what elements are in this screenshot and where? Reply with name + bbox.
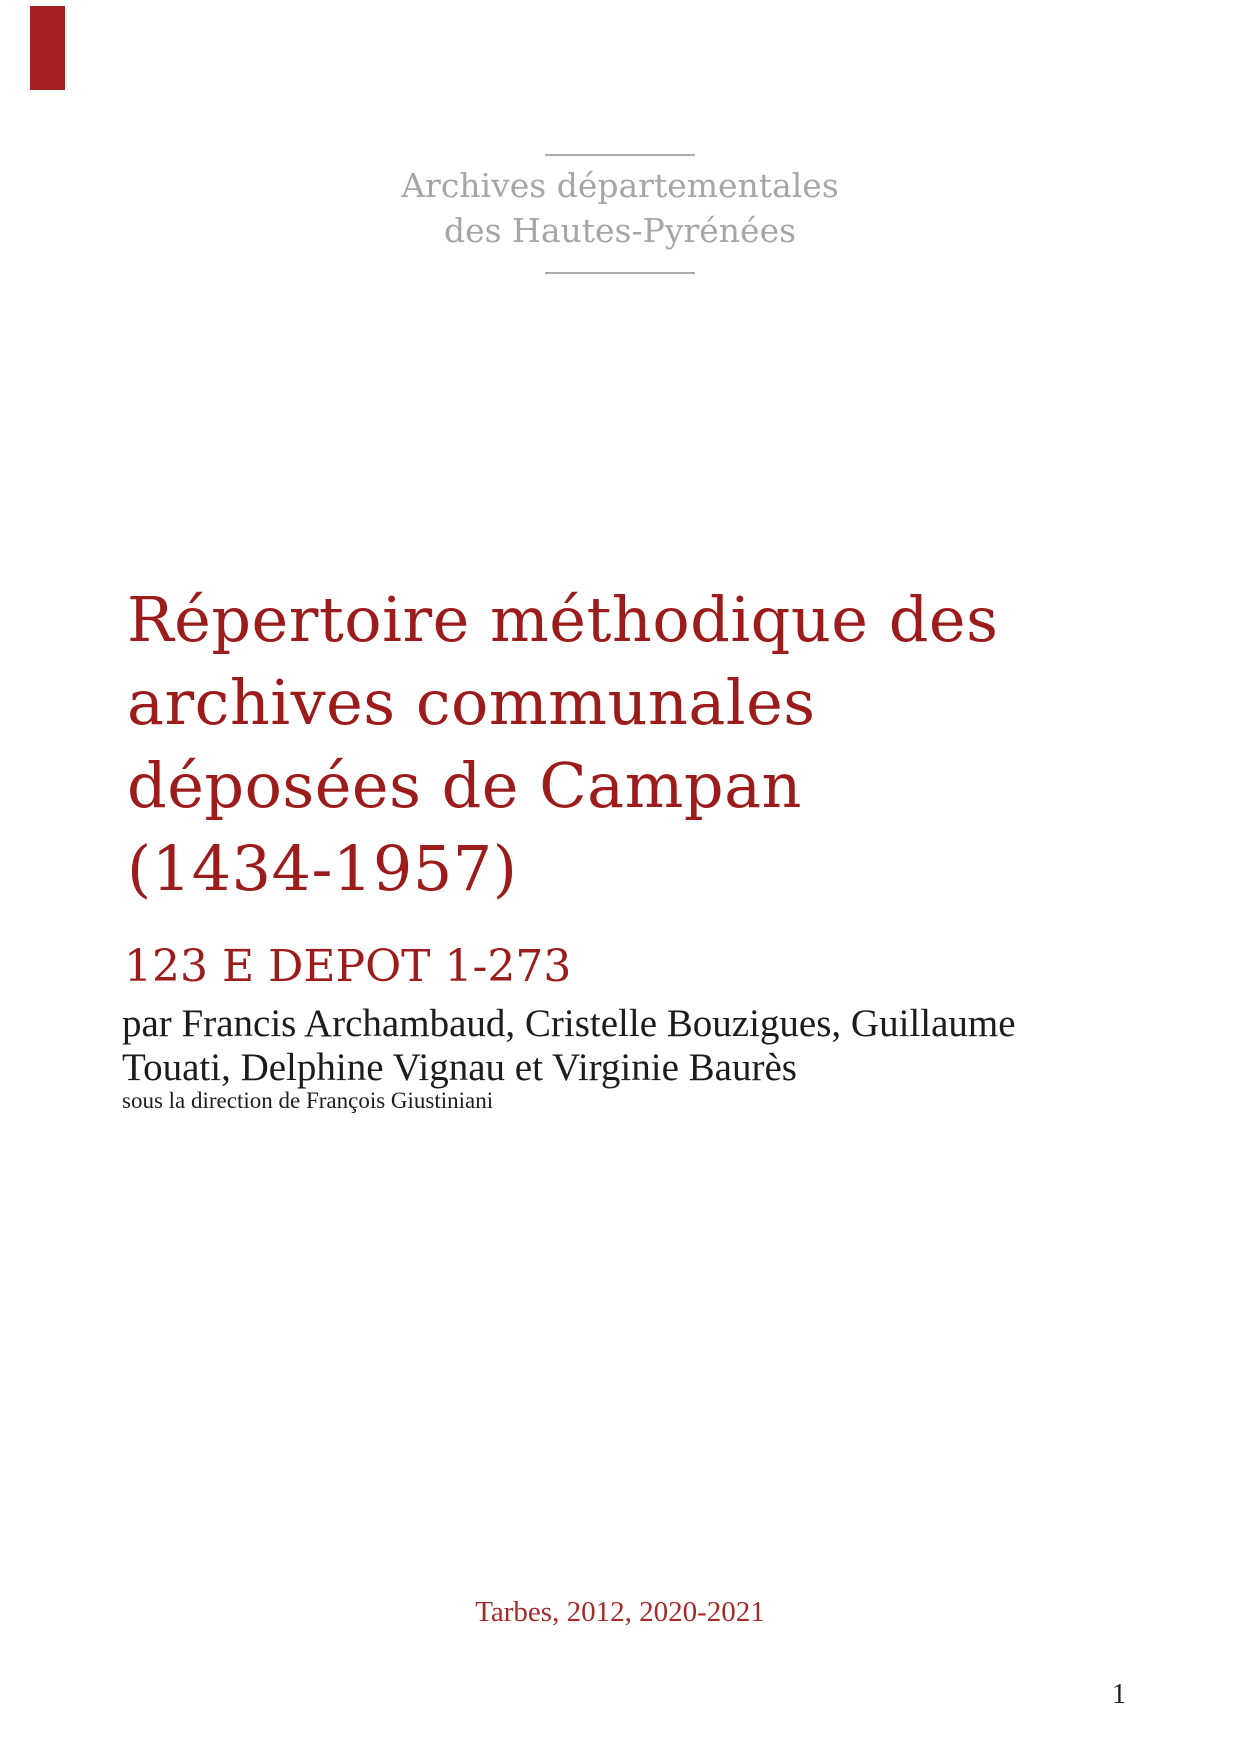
authors-line-1: par Francis Archambaud, Cristelle Bouzigues, Guillaume xyxy=(122,1002,1016,1045)
title-line-3: déposées de Campan xyxy=(127,749,802,822)
header-rule-bottom xyxy=(545,272,695,274)
title-line-2: archives communales xyxy=(127,666,816,739)
red-corner-annotation-mark xyxy=(30,6,65,90)
series-reference-subtitle: 123 E DEPOT 1-273 xyxy=(124,941,572,992)
header-rule-top xyxy=(545,154,695,156)
authors-line-2: Touati, Delphine Vignau et Virginie Baurès xyxy=(122,1046,797,1089)
organization-name-line2: des Hautes-Pyrénées xyxy=(443,211,797,250)
title-line-1: Répertoire méthodique des xyxy=(127,583,999,656)
direction-credit: sous la direction de François Giustiniani xyxy=(122,1088,494,1113)
document-title xyxy=(127,578,1127,910)
organization-header xyxy=(0,163,1240,253)
organization-name-line1: Archives départementales xyxy=(401,166,839,205)
imprint-line: Tarbes, 2012, 2020-2021 xyxy=(475,1596,765,1628)
authors-block xyxy=(122,1002,1142,1090)
page-number: 1 xyxy=(1112,1679,1126,1710)
title-line-4: (1434-1957) xyxy=(127,832,518,905)
